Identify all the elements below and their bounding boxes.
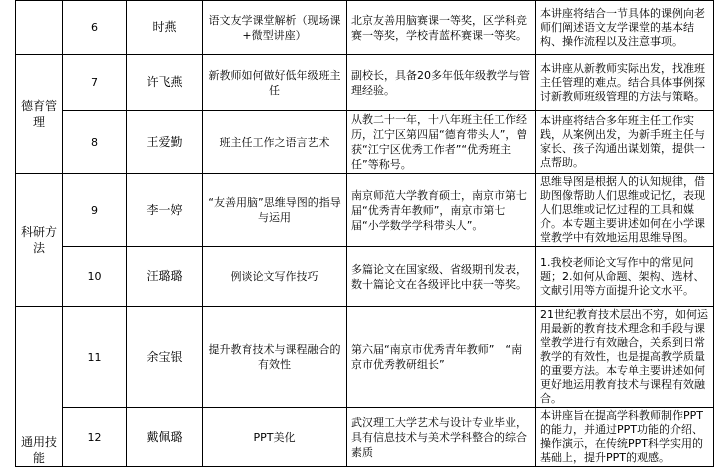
row-number: 7 <box>63 55 127 111</box>
row-number: 6 <box>63 1 127 55</box>
table-row <box>16 247 714 307</box>
category-cell-top <box>16 1 63 55</box>
lecturer-name: 许飞燕 <box>127 55 203 111</box>
lecture-description: 思维导图是根据人的认知规律，借助图像帮助人们思维或记忆，表现人们思维或记忆过程的工具和媒介。本专题主要讲述如何在小学课堂教学中有效地运用思维导图。 <box>536 174 714 247</box>
lecturer-name: 时燕 <box>127 1 203 55</box>
lecturer-bio: 第六届“南京市优秀青年教师” “南京市优秀教研组长” <box>347 307 536 408</box>
category-general: 通用技能 <box>16 307 63 467</box>
row-number: 9 <box>63 174 127 247</box>
lecturer-bio: 多篇论文在国家级、省级期刊发表，数十篇论文在各级评比中获一等奖。 <box>347 247 536 307</box>
lecture-topic: “友善用脑”思维导图的指导与运用 <box>203 174 347 247</box>
lecturer-bio: 北京友善用脑赛课一等奖，区学科竞赛一等奖，学校青蓝杯赛课一等奖。 <box>347 1 536 55</box>
table-row <box>16 55 714 111</box>
lecture-topic: 语文友学课堂解析（现场课+微型讲座） <box>203 1 347 55</box>
row-number: 11 <box>63 307 127 408</box>
lecturer-bio: 南京师范大学教育硕士，南京市第七届“优秀青年教师”，南京市第七届“小学数学学科带头人”。 <box>347 174 536 247</box>
lecture-topic: 提升教育技术与课程融合的有效性 <box>203 307 347 408</box>
table-row <box>16 408 714 467</box>
lecture-topic: 班主任工作之语言艺术 <box>203 111 347 174</box>
table-row <box>16 1 714 55</box>
category-research: 科研方法 <box>16 174 63 307</box>
lecture-description: 本讲座旨在提高学科教师制作PPT的能力，并通过PPT功能的介绍、操作演示，在传统PPT科学实用的基础上，提升PPT的观感。 <box>536 408 714 467</box>
lecture-description: 21世纪教育技术层出不穷，如何运用最新的教育技术理念和手段与课堂教学进行有效融合，关系到日常教学的有效性，也是提高教学质量的重要方法。本专单主要讲述如何更好地运用教育技术与课程有效融合。 <box>536 307 714 408</box>
lecture-topic: 例谈论文写作技巧 <box>203 247 347 307</box>
lecturer-name: 戴佩璐 <box>127 408 203 467</box>
row-number: 8 <box>63 111 127 174</box>
table-row <box>16 111 714 174</box>
lecturer-name: 汪璐璐 <box>127 247 203 307</box>
lecturer-name: 余宝银 <box>127 307 203 408</box>
lecture-schedule-table <box>15 0 714 467</box>
lecturer-name: 王爱勤 <box>127 111 203 174</box>
category-moral: 德育管理 <box>16 55 63 174</box>
lecturer-bio: 武汉理工大学艺术与设计专业毕业，具有信息技术与美术学科整合的综合素质 <box>347 408 536 467</box>
table-row <box>16 307 714 408</box>
lecturer-bio: 副校长，具备20多年低年级教学与管理经验。 <box>347 55 536 111</box>
lecture-topic: PPT美化 <box>203 408 347 467</box>
row-number: 12 <box>63 408 127 467</box>
lecturer-name: 李一婷 <box>127 174 203 247</box>
lecture-description: 本讲座从新教师实际出发，找准班主任管理的难点。结合具体事例探讨新教师班级管理的方法与策略。 <box>536 55 714 111</box>
table-row <box>16 174 714 247</box>
row-number: 10 <box>63 247 127 307</box>
lecture-topic: 新教师如何做好低年级班主任 <box>203 55 347 111</box>
lecturer-bio: 从教二十一年，十八年班主任工作经历，江宁区第四届“德育带头人”，曾获“江宁区优秀工作者”“优秀班主任”等称号。 <box>347 111 536 174</box>
lecture-description: 1.我校老师论文写作中的常见问题；2.如何从命题、架构、选材、文献引用等方面提升论文水平。 <box>536 247 714 307</box>
lecture-description: 本讲座将结合多年班主任工作实践，从案例出发，为新手班主任与家长、孩子沟通出谋划策，提供一点帮助。 <box>536 111 714 174</box>
lecture-description: 本讲座将结合一节具体的课例向老师们阐述语文友学课堂的基本结构、操作流程以及注意事项。 <box>536 1 714 55</box>
